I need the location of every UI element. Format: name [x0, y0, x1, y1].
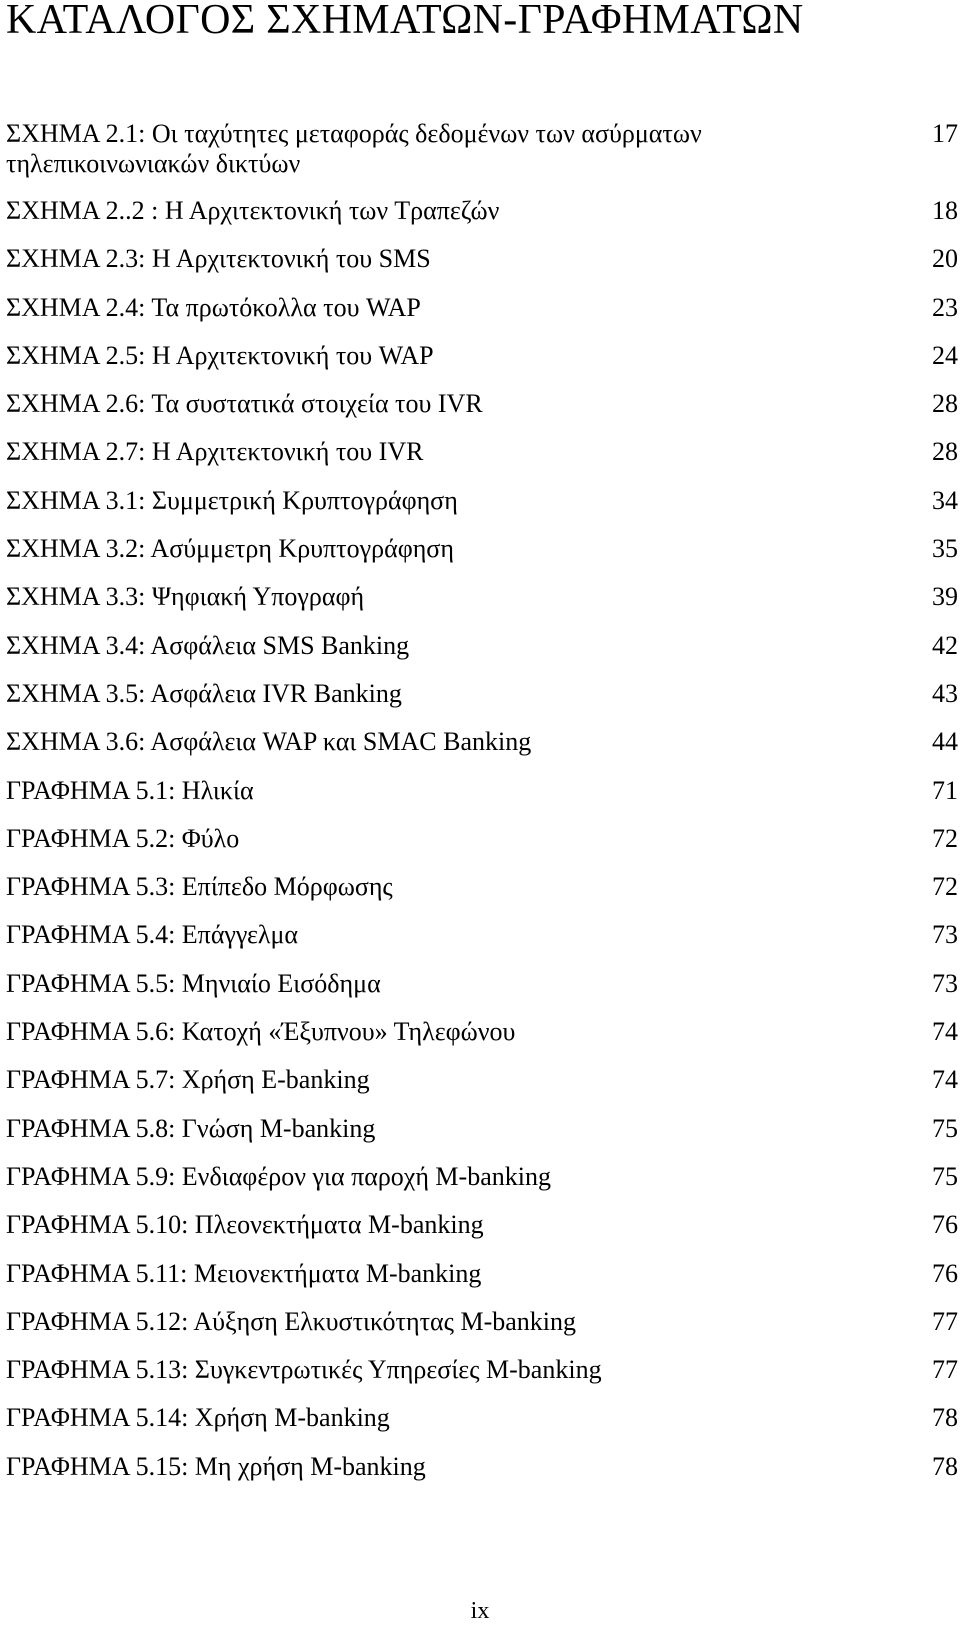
toc-entry-label: ΓΡΑΦΗΜΑ 5.14: Χρήση M-banking — [6, 1403, 390, 1433]
toc-entry[interactable] — [6, 1452, 958, 1482]
toc-entry-page: 28 — [932, 389, 958, 419]
toc-entry[interactable] — [6, 119, 958, 179]
toc-entry-label: ΓΡΑΦΗΜΑ 5.13: Συγκεντρωτικές Υπηρεσίες M-banking — [6, 1355, 602, 1385]
toc-entry-label: ΓΡΑΦΗΜΑ 5.7: Χρήση E-banking — [6, 1065, 370, 1095]
toc-entry[interactable] — [6, 534, 958, 564]
toc-entry[interactable] — [6, 872, 958, 902]
toc-entry-label: ΓΡΑΦΗΜΑ 5.8: Γνώση M-banking — [6, 1113, 376, 1143]
toc-entry[interactable] — [6, 631, 958, 661]
toc-entry-page: 42 — [932, 630, 958, 660]
toc-entry[interactable] — [6, 486, 958, 516]
toc-entry-page: 71 — [932, 775, 958, 805]
toc-entry-label: ΓΡΑΦΗΜΑ 5.9: Ενδιαφέρον για παροχή M-banking — [6, 1161, 551, 1191]
toc-entry-page: 17 — [932, 119, 958, 148]
toc-entry[interactable] — [6, 244, 958, 274]
toc-entry[interactable] — [6, 1403, 958, 1433]
toc-entry-label: ΓΡΑΦΗΜΑ 5.12: Αύξηση Ελκυστικότητας M-banking — [6, 1306, 576, 1336]
toc-entry-page: 74 — [932, 1065, 958, 1095]
toc-entry[interactable] — [6, 389, 958, 419]
toc-entry-page: 78 — [932, 1403, 958, 1433]
toc-entry-page: 35 — [932, 534, 958, 564]
toc-entry-label: ΣΧΗΜΑ 2.5: Η Αρχιτεκτονική του WAP — [6, 340, 434, 370]
toc-entry-page: 18 — [932, 196, 958, 225]
toc-entry[interactable] — [6, 1065, 958, 1095]
toc-entry-label: ΓΡΑΦΗΜΑ 5.10: Πλεονεκτήματα M-banking — [6, 1210, 484, 1240]
toc-entry[interactable] — [6, 824, 958, 854]
toc-entry[interactable] — [6, 727, 958, 757]
toc-entry-page: 39 — [932, 582, 958, 612]
toc-entry-label: ΣΧΗΜΑ 3.1: Συμμετρική Κρυπτογράφηση — [6, 485, 458, 515]
toc-entry[interactable] — [6, 1162, 958, 1192]
toc-entry-page: 74 — [932, 1017, 958, 1047]
toc-entry[interactable] — [6, 1259, 958, 1289]
toc-entry-page: 75 — [932, 1161, 958, 1191]
toc-list — [6, 119, 958, 1500]
toc-entry-label: ΣΧΗΜΑ 3.3: Ψηφιακή Υπογραφή — [6, 582, 365, 612]
toc-entry-label: ΓΡΑΦΗΜΑ 5.11: Μειονεκτήματα M-banking — [6, 1258, 482, 1288]
toc-entry-page: 76 — [932, 1210, 958, 1240]
toc-entry-label: ΣΧΗΜΑ 3.2: Ασύμμετρη Κρυπτογράφηση — [6, 534, 454, 564]
toc-entry[interactable] — [6, 1355, 958, 1385]
toc-entry-label: ΓΡΑΦΗΜΑ 5.6: Κατοχή «Έξυπνου» Τηλεφώνου — [6, 1017, 516, 1047]
page-title: ΚΑΤΑΛΟΓΟΣ ΣΧΗΜΑΤΩΝ-ΓΡΑΦΗΜΑΤΩΝ — [6, 0, 804, 43]
toc-entry-page: 78 — [932, 1451, 958, 1481]
toc-entry-page: 20 — [932, 244, 958, 274]
toc-entry[interactable] — [6, 582, 958, 612]
toc-entry-label: ΣΧΗΜΑ 3.5: Ασφάλεια IVR Banking — [6, 678, 402, 708]
toc-entry-page: 43 — [932, 678, 958, 708]
toc-entry-label: ΣΧΗΜΑ 2.4: Τα πρωτόκολλα του WAP — [6, 292, 421, 322]
toc-entry[interactable] — [6, 1210, 958, 1240]
toc-entry[interactable] — [6, 293, 958, 323]
toc-entry-page: 75 — [932, 1113, 958, 1143]
toc-entry[interactable] — [6, 1114, 958, 1144]
toc-entry-page: 44 — [932, 727, 958, 757]
toc-entry-label: ΣΧΗΜΑ 2.3: Η Αρχιτεκτονική του SMS — [6, 244, 431, 274]
toc-entry-page: 76 — [932, 1258, 958, 1288]
toc-entry[interactable] — [6, 679, 958, 709]
toc-entry-label: ΓΡΑΦΗΜΑ 5.4: Επάγγελμα — [6, 920, 299, 950]
toc-entry-label: ΣΧΗΜΑ 2.7: Η Αρχιτεκτονική του IVR — [6, 437, 424, 467]
toc-entry[interactable] — [6, 437, 958, 467]
toc-entry[interactable] — [6, 776, 958, 806]
toc-entry-page: 28 — [932, 437, 958, 467]
toc-entry-page: 73 — [932, 920, 958, 950]
page-number: ix — [470, 1598, 490, 1624]
toc-entry-label: ΣΧΗΜΑ 3.4: Ασφάλεια SMS Banking — [6, 630, 410, 660]
toc-entry-page: 24 — [932, 340, 958, 370]
toc-entry-label: ΓΡΑΦΗΜΑ 5.5: Μηνιαίο Εισόδημα — [6, 968, 381, 998]
toc-entry-page: 72 — [932, 823, 958, 853]
toc-entry-page: 34 — [932, 485, 958, 515]
toc-entry-page: 23 — [932, 292, 958, 322]
toc-entry[interactable] — [6, 1307, 958, 1337]
toc-entry[interactable] — [6, 196, 958, 226]
toc-entry-label: ΣΧΗΜΑ 2.1: Οι ταχύτητες μεταφοράς δεδομένων των ασύρματων τηλεπικοινωνιακών δικτύων — [6, 119, 702, 178]
toc-entry-label: ΓΡΑΦΗΜΑ 5.3: Επίπεδο Μόρφωσης — [6, 872, 393, 902]
toc-entry[interactable] — [6, 341, 958, 371]
toc-entry-label: ΣΧΗΜΑ 3.6: Ασφάλεια WAP και SMAC Banking — [6, 727, 532, 757]
toc-entry-label: ΓΡΑΦΗΜΑ 5.1: Ηλικία — [6, 775, 254, 805]
toc-entry-label: ΓΡΑΦΗΜΑ 5.2: Φύλο — [6, 823, 240, 853]
toc-entry-page: 77 — [932, 1355, 958, 1385]
toc-entry-page: 77 — [932, 1306, 958, 1336]
toc-entry-label: ΣΧΗΜΑ 2.6: Τα συστατικά στοιχεία του IVR — [6, 389, 483, 419]
toc-entry[interactable] — [6, 969, 958, 999]
toc-entry-label: ΣΧΗΜΑ 2..2 : Η Αρχιτεκτονική των Τραπεζών — [6, 196, 500, 225]
toc-entry-label: ΓΡΑΦΗΜΑ 5.15: Μη χρήση M-banking — [6, 1451, 426, 1481]
toc-entry-page: 73 — [932, 968, 958, 998]
toc-entry[interactable] — [6, 920, 958, 950]
toc-entry[interactable] — [6, 1017, 958, 1047]
toc-entry-page: 72 — [932, 872, 958, 902]
